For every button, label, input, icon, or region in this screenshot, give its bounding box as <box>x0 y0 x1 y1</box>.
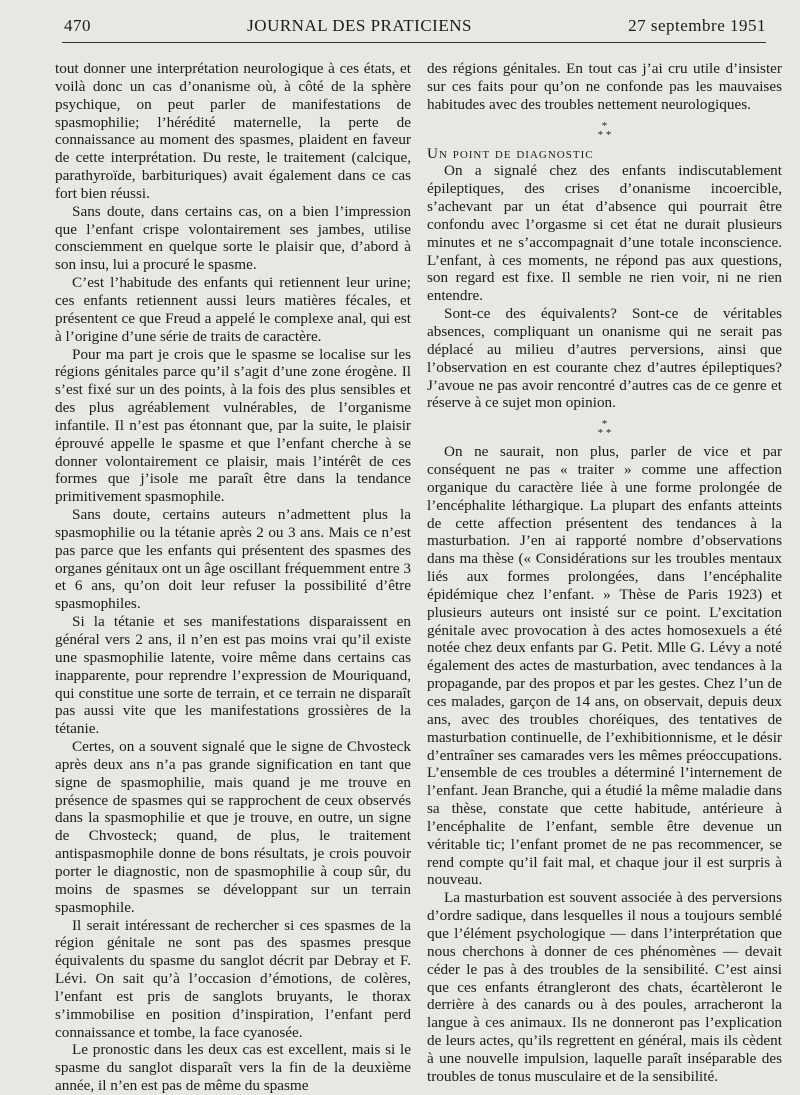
paragraph: Sans doute, dans certains cas, on a bien l’impression que l’enfant crispe volontairement ses jambes, utilise consciemment en quelque sorte le plaisir que, d’abord à son insu, lui a procuré le spasme. <box>55 202 411 274</box>
running-header <box>64 12 766 40</box>
star-top: * <box>601 418 608 431</box>
section-separator <box>427 119 782 141</box>
page-number: 470 <box>64 16 91 35</box>
header-rule <box>62 42 766 43</box>
star-bottom: * * <box>597 427 612 440</box>
paragraph: Certes, on a souvent signalé que le signe de Chvosteck après deux ans n’a pas grande signification en tant que signe de spasmophilie, mais quand je me trouve en présence de spasmes qui se rapprochent de ceux observés dans la spasmophilie et que je trouve, en outre, un signe de Chvosteck; quand, de plus, le traitement antispasmophile donne de bons résultats, je crois pouvoir porter le diagnostic, non de spasmophilie à coup sûr, du moins de spasmes se développant sur un terrain spasmophile. <box>55 738 411 916</box>
paragraph: On ne saurait, non plus, parler de vice et par conséquent ne pas « traiter » comme une affection organique du caractère liée à une forme prolongée de l’encéphalite léthargique. La plupart des enfants atteints de cette affection présentent des tendances à la masturbation. J’en ai rapporté nombre d’observations dans ma thèse (« Considérations sur les troubles mentaux liés aux formes prolongées, dans l’encéphalite épidémique chez l’enfant. » Thèse de Paris 1923) et plusieurs auteurs ont insisté sur ce point. L’excitation génitale avec provocation à des actes homosexuels a été notée chez deux enfants par G. Petit. Mlle G. Lévy a noté également des actes de masturbation, avec tendances à la propagande, par des propos et par les gestes. Chez l’un de ces malades, garçon de 14 ans, on observait, depuis deux ans, avec des troubles choréiques, des tentatives de masturbation continuelle, de l’exhibitionnisme, et le désir d’entraîner ses camarades vers les mêmes préoccupations. L’ensemble de ces troubles a déterminé l’internement de l’enfant. Jean Branche, qui a étudié la même maladie dans sa thèse, constate que cette habitude, antérieure à l’encéphalite de l’enfant, semble être devenue un véritable tic; l’enfant promet de ne pas recommencer, se rend compte qu’il fait mal, et chaque jour il est surpris à nouveau. <box>427 443 782 889</box>
paragraph: Sont-ce des équivalents? Sont-ce de véritables absences, compliquant un onanisme qui ne serait pas déplacé au milieu d’autres perversions, ainsi que l’observation en est courante chez d’autres épileptiques? J’avoue ne pas avoir rencontré d’autres cas de ce genre et réserve à ce sujet mon opinion. <box>427 305 782 412</box>
paragraph: Il serait intéressant de rechercher si ces spasmes de la région génitale ne sont pas des spasmes presque équivalents du spasme du sanglot décrit par Debray et F. Lévi. On sait qu’à l’occasion d’émotions, de colères, l’enfant est pris de sanglots bruyants, le thorax s’immobilise en position d’inspiration, l’enfant perd connaissance et tombe, la face cyanosée. <box>55 916 411 1041</box>
section-separator <box>427 420 782 438</box>
section-heading: Un point de diagnostic <box>427 144 594 162</box>
star-top: * <box>601 119 608 132</box>
issue-date: 27 septembre 1951 <box>628 16 766 35</box>
left-column <box>55 60 411 1095</box>
journal-title: JOURNAL DES PRATICIENS <box>247 16 472 35</box>
paragraph: La masturbation est souvent associée à des perversions d’ordre sadique, dans lesquelles il nous a toujours semblé que l’élément psychologique — dans l’interprétation que nous cherchons à donner de ces phénomènes — devait céder le pas à des troubles de la sensibilité. C’est ainsi que ces enfants étrangleront des chats, écartèleront le derrière à des canards ou à des poules, arracheront la langue à ces animaux. Ils ne donneront pas l’explication de leurs actes, qu’ils regrettent en général, mais ils cèdent à une nouvelle impulsion, laquelle paraît inséparable des troubles de tonus musculaire et de la sensibilité. <box>427 889 782 1085</box>
paragraph: Le pronostic dans les deux cas est excellent, mais si le spasme du sanglot disparaît vers la fin de la deuxième année, il n’en est pas de même du spasme <box>55 1041 411 1095</box>
paragraph: Sans doute, certains auteurs n’admettent plus la spasmophilie ou la tétanie après 2 ou 3 ans. Mais ce n’est pas parce que les enfants qui présentent des spasmes des organes génitaux ont un âge oscillant fréquemment entre 3 et 6 ans, qu’on doit leur refuser la possibilité d’être spasmophiles. <box>55 506 411 613</box>
paragraph: tout donner une interprétation neurologique à ces états, et voilà donc un cas d’onanisme où, à côté de la sphère psychique, on peut parler de manifestations de spasmophilie; l’hérédité maternelle, la perte de connaissance au moment des spasmes, plaident en faveur de cette interprétation. Du reste, le traitement (calcique, parathyroïde, barbituriques) avait également dans ce cas fort bien réussi. <box>55 60 411 202</box>
star-bottom: * * <box>597 128 612 141</box>
paragraph: Pour ma part je crois que le spasme se localise sur les régions génitales parce qu’il s’agit d’une zone érogène. Il s’est fixé sur un des points, à la fois des plus sensibles et des plus agréablement vulnérables, de l’organisme infantile. Il n’est pas étonnant que, par la suite, le plaisir éprouvé appelle le spasme et que l’enfant cherche à se donner volontairement ce plaisir, mais l’intérêt de ces formes que j’isole me paraît être dans la tendance primitivement spasmophile. <box>55 345 411 506</box>
paragraph: Si la tétanie et ses manifestations disparaissent en général vers 2 ans, il n’en est pas moins vrai qu’il existe une spasmophilie latente, voire même dans certains cas inapparente, pour reprendre l’expression de Mouriquand, qui constitue une sorte de terrain, et ce terrain ne disparaît pas aussi vite que les manifestations grossières de la tétanie. <box>55 613 411 738</box>
paragraph: des régions génitales. En tout cas j’ai cru utile d’insister sur ces faits pour qu’on ne confonde pas les mauvaises habitudes avec des troubles nettement neurologiques. <box>427 60 782 113</box>
paragraph: On a signalé chez des enfants indiscutablement épileptiques, des crises d’onanisme incoercible, s’achevant par un état d’absence qui pourrait être confondu avec l’orgasme si cet état ne durait plusieurs minutes et ne s’accompagnait d’une totale inconscience. L’enfant, à ces moments, ne répond pas aux questions, son regard est fixe. Il semble ne rien voir, ni ne rien entendre. <box>427 162 782 305</box>
paragraph: C’est l’habitude des enfants qui retiennent leur urine; ces enfants retiennent aussi leurs matières fécales, et présentent ce que Freud a appelé le complexe anal, qui est à l’origine d’une série de traits de caractère. <box>55 274 411 345</box>
right-column <box>427 60 782 1086</box>
